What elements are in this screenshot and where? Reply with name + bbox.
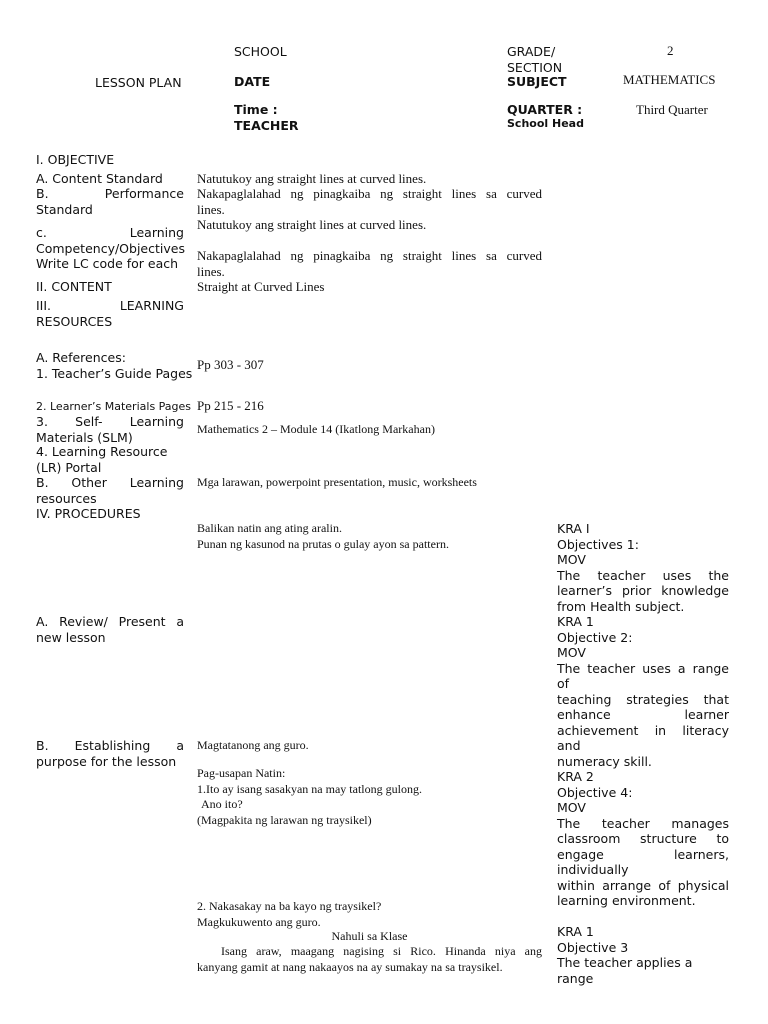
purpose-label: B. Establishing a purpose for the lesson	[36, 738, 184, 769]
content-heading: II. CONTENT	[36, 279, 112, 294]
grade-value: 2	[667, 43, 674, 58]
tg-pages-value: Pp 303 - 307	[197, 357, 264, 372]
competency-value-2: Nakapaglalahad ng pinagkaiba ng straight lines sa curved lines.	[197, 248, 542, 279]
objective-heading: I. OBJECTIVE	[36, 152, 115, 167]
kra-block-1: KRA I Objectives 1: MOV The teacher uses the learner’s prior knowledge from Health subject. KRA 1 Objective 2: MOV The teacher uses a range of teaching strategies that enhance learner achievement in literacy and numeracy skill. KRA 2 Objective 4: MOV The teacher manages classroom structure to engage learners, individually within arrange of physical learning environment.	[557, 521, 729, 908]
question-2: 2. Nakasakay na ba kayo ng traysikel? Magkukuwento ang guro.	[197, 899, 382, 929]
school-head-label: School Head	[507, 117, 584, 130]
content-standard-value: Natutukoy ang straight lines at curved lines.	[197, 171, 427, 186]
learning-resources-heading: III. LEARNING RESOURCES	[36, 298, 184, 329]
content-value: Straight at Curved Lines	[197, 279, 325, 294]
other-resources-value: Mga larawan, powerpoint presentation, music, worksheets	[197, 475, 477, 489]
purpose-text-1: Magtatanong ang guro.	[197, 738, 309, 752]
story-title: Nahuli sa Klase	[331, 929, 408, 943]
lr-portal-label: 4. Learning Resource (LR) Portal	[36, 444, 168, 475]
lesson-plan-title: LESSON PLAN	[95, 75, 182, 90]
slm-value: Mathematics 2 – Module 14 (Ikatlong Markahan)	[197, 422, 435, 436]
subject-value: MATHEMATICS	[623, 72, 716, 87]
quarter-label: QUARTER :	[507, 102, 583, 117]
story-text: Isang araw, maagang nagising si Rico. Hinanda niya ang kanyang gamit at nang nakaayos na ay sumakay na sa traysikel.	[197, 944, 542, 974]
learners-materials-label: 2. Learner’s Materials Pages	[36, 400, 192, 413]
competency-value-1: Natutukoy ang straight lines at curved lines.	[197, 217, 427, 232]
performance-standard-label: B. Performance Standard	[36, 186, 184, 217]
procedures-heading: IV. PROCEDURES	[36, 506, 141, 521]
lm-pages-value: Pp 215 - 216	[197, 398, 264, 413]
review-label: A. Review/ Present a new lesson	[36, 614, 184, 645]
review-text: Balikan natin ang ating aralin. Punan ng kasunod na prutas o gulay ayon sa pattern.	[197, 521, 449, 551]
grade-label: GRADE/ SECTION	[507, 44, 563, 75]
kra-block-2: KRA 1 Objective 3 The teacher applies a range	[557, 924, 693, 986]
date-label: DATE	[234, 74, 271, 89]
content-standard-label: A. Content Standard	[36, 171, 163, 186]
slm-label: 3. Self- Learning Materials (SLM)	[36, 414, 184, 445]
other-resources-label: B. Other Learning resources	[36, 475, 184, 506]
teacher-label: TEACHER	[234, 118, 299, 133]
learning-competency-label: c. Learning Competency/Objectives Write LC code for each	[36, 225, 185, 271]
references-label: A. References: 1. Teacher’s Guide Pages	[36, 350, 193, 381]
time-label: Time :	[234, 102, 278, 117]
school-label: SCHOOL	[234, 44, 287, 59]
quarter-value: Third Quarter	[636, 102, 708, 117]
performance-standard-value: Nakapaglalahad ng pinagkaiba ng straight lines sa curved lines.	[197, 186, 542, 217]
subject-label: SUBJECT	[507, 74, 567, 89]
purpose-text-2: Pag-usapan Natin: 1.Ito ay isang sasakyan na may tatlong gulong. Ano ito? (Magpakita ng larawan ng traysikel)	[197, 766, 422, 827]
